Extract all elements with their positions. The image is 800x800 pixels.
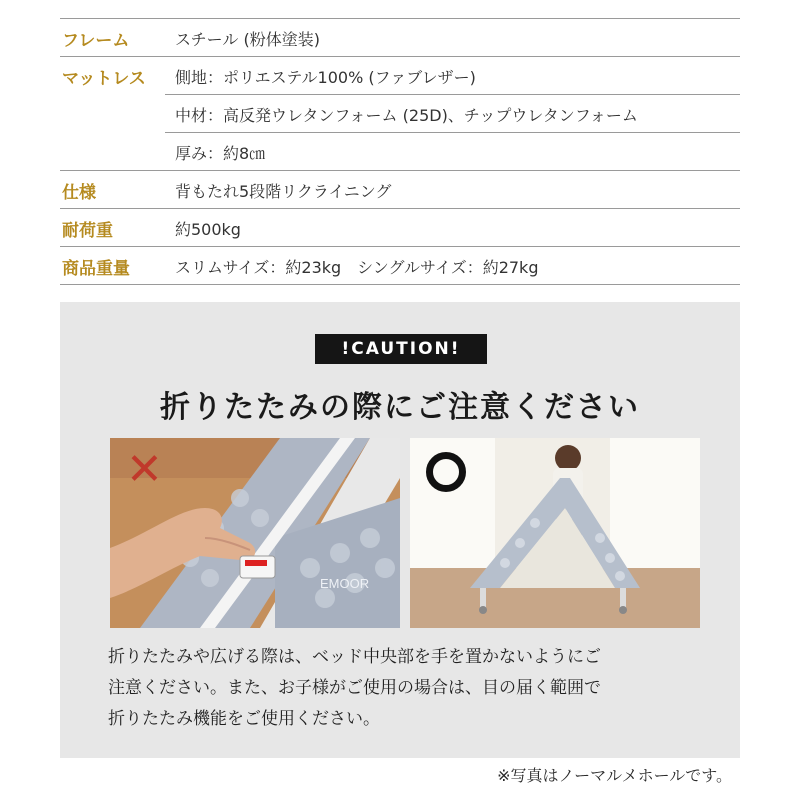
spec-label: マットレス <box>62 69 146 89</box>
spec-row-specification <box>60 170 740 208</box>
caution-text <box>108 642 708 735</box>
spec-value: 厚み：約8㎝ <box>175 144 266 163</box>
spec-value: スリムサイズ：約23kg シングルサイズ：約27kg <box>175 258 539 277</box>
spec-row-frame <box>60 18 740 56</box>
bad-example-photo <box>110 438 400 628</box>
spec-value: 側地：ポリエステル100% (ファブレザー) <box>175 68 476 87</box>
caution-line: 折りたたみ機能をご使用ください。 <box>108 709 380 729</box>
spec-row-weight <box>60 246 740 285</box>
spec-label: 仕様 <box>62 183 96 203</box>
caution-panel <box>60 302 740 758</box>
good-example-photo <box>410 438 700 628</box>
spec-label: フレーム <box>62 31 130 51</box>
caution-line: 注意ください。また、お子様がご使用の場合は、目の届く範囲で <box>108 678 601 698</box>
caution-heading: 折りたたみの際にご注意ください <box>160 390 640 425</box>
spec-value: 約500kg <box>175 220 241 239</box>
spec-row-load <box>60 208 740 246</box>
spec-value: 中材：高反発ウレタンフォーム (25D)、チップウレタンフォーム <box>175 106 638 125</box>
spec-label: 耐荷重 <box>62 221 113 241</box>
brand-mark: EMOOR <box>320 576 370 591</box>
spec-row-mattress <box>60 56 740 94</box>
cross-mark-icon: ✕ <box>126 444 163 495</box>
caution-badge: !CAUTION! <box>315 334 487 364</box>
spec-value: 背もたれ5段階リクライニング <box>175 182 392 201</box>
photo-footnote: ※写真はノーマルメホールです。 <box>497 766 732 785</box>
caution-line: 折りたたみや広げる際は、ベッド中央部を手を置かないようにご <box>108 647 601 667</box>
spec-row-filling <box>165 94 740 132</box>
circle-mark-icon <box>426 452 466 492</box>
spec-label: 商品重量 <box>62 259 130 279</box>
spec-row-thickness <box>165 132 740 170</box>
spec-table <box>60 18 740 285</box>
spec-value: スチール (粉体塗装) <box>175 30 320 49</box>
